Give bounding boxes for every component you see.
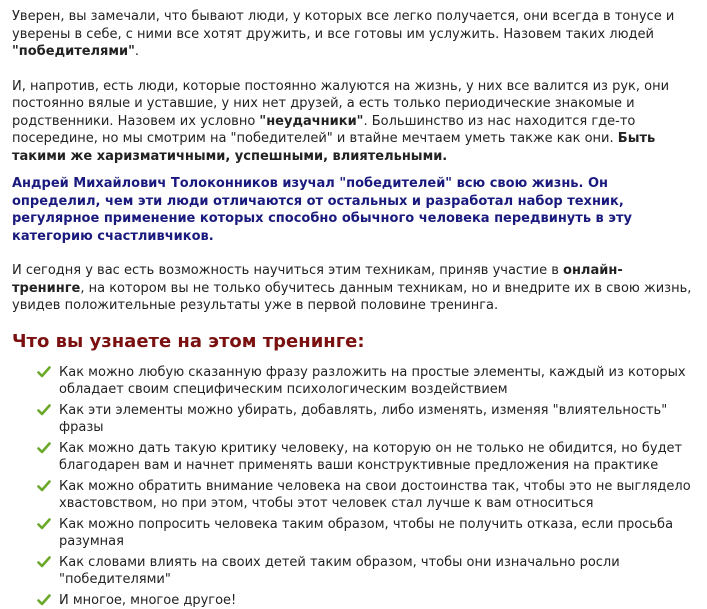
charisma-statement: Быть такими же харизматичными, успешными, влиятельными. bbox=[12, 131, 655, 164]
list-item bbox=[37, 592, 695, 609]
list-item-label: Как можно дать такую критику человеку, на которую он не только не обидится, но будет благодарен вам и начнет применять ваши конструктивные предложения на практике bbox=[59, 441, 682, 474]
intro-paragraph-losers bbox=[12, 78, 695, 166]
intro-text-end: . bbox=[135, 44, 139, 59]
list-item bbox=[37, 516, 695, 551]
checkmark-icon bbox=[37, 593, 51, 607]
checkmark-icon bbox=[37, 441, 51, 455]
list-item bbox=[37, 554, 695, 589]
list-item-label: И многое, многое другое! bbox=[59, 593, 236, 608]
section-heading: Что вы узнаете на этом тренинге: bbox=[12, 331, 695, 353]
list-item-label: Как можно обратить внимание человека на свои достоинства так, чтобы это не выглядело хвастовством, но при этом, чтобы этот человек стал лучше к вам относиться bbox=[59, 479, 691, 512]
list-item bbox=[37, 440, 695, 475]
training-paragraph bbox=[12, 262, 695, 315]
list-item-label: Как эти элементы можно убирать, добавлять, либо изменять, изменяя "влиятельность" фразы bbox=[59, 403, 667, 436]
list-item bbox=[37, 402, 695, 437]
list-item bbox=[37, 364, 695, 399]
list-item-label: Как словами влиять на своих детей таким образом, чтобы они изначально росли "победителями" bbox=[59, 555, 620, 588]
benefits-list bbox=[12, 364, 695, 609]
intro-text: Уверен, вы замечали, что бывают люди, у которых все легко получается, они всегда в тонусе и уверены в себе, с ними все хотят дружить, и все готовы им услужить. Назовем таких людей bbox=[12, 9, 674, 42]
losers-term: "неудачники" bbox=[259, 114, 363, 129]
training-text: И сегодня у вас есть возможность научиться этим техникам, приняв участие в bbox=[12, 263, 563, 278]
list-item-label: Как можно любую сказанную фразу разложить на простые элементы, каждый из которых обладает своим специфическим психологическим воздействием bbox=[59, 365, 686, 398]
list-item bbox=[37, 478, 695, 513]
intro-paragraph-winners bbox=[12, 8, 695, 61]
losers-text-middle: . Большинство из нас находится где-то посередине, но мы смотрим на "победителей" и втайне мечтаем уметь также как они. bbox=[12, 114, 635, 147]
list-item-label: Как можно попросить человека таким образом, чтобы не получить отказа, если просьба разумная bbox=[59, 517, 673, 550]
checkmark-icon bbox=[37, 403, 51, 417]
checkmark-icon bbox=[37, 479, 51, 493]
online-training-term: онлайн-тренинге bbox=[12, 263, 623, 296]
checkmark-icon bbox=[37, 365, 51, 379]
losers-text: И, напротив, есть люди, которые постоянно жалуются на жизнь, у них все валится из рук, они постоянно вялые и уставшие, у них нет друзей, а есть только периодические знакомые и родственники. Назовем их условно bbox=[12, 79, 669, 129]
checkmark-icon bbox=[37, 517, 51, 531]
author-paragraph: Андрей Михайлович Толоконников изучал "победителей" всю свою жизнь. Он определил, чем эти люди отличаются от остальных и разработал набор техник, регулярное применение которых способно обычного человека передвинуть в эту категорию счастливчиков. bbox=[12, 175, 695, 245]
training-text-end: , на котором вы не только обучитесь данным техникам, но и внедрите их в свою жизнь, увидев положительные результаты уже в первой половине тренинга. bbox=[12, 281, 691, 314]
checkmark-icon bbox=[37, 555, 51, 569]
winners-term: "победителями" bbox=[12, 44, 135, 59]
